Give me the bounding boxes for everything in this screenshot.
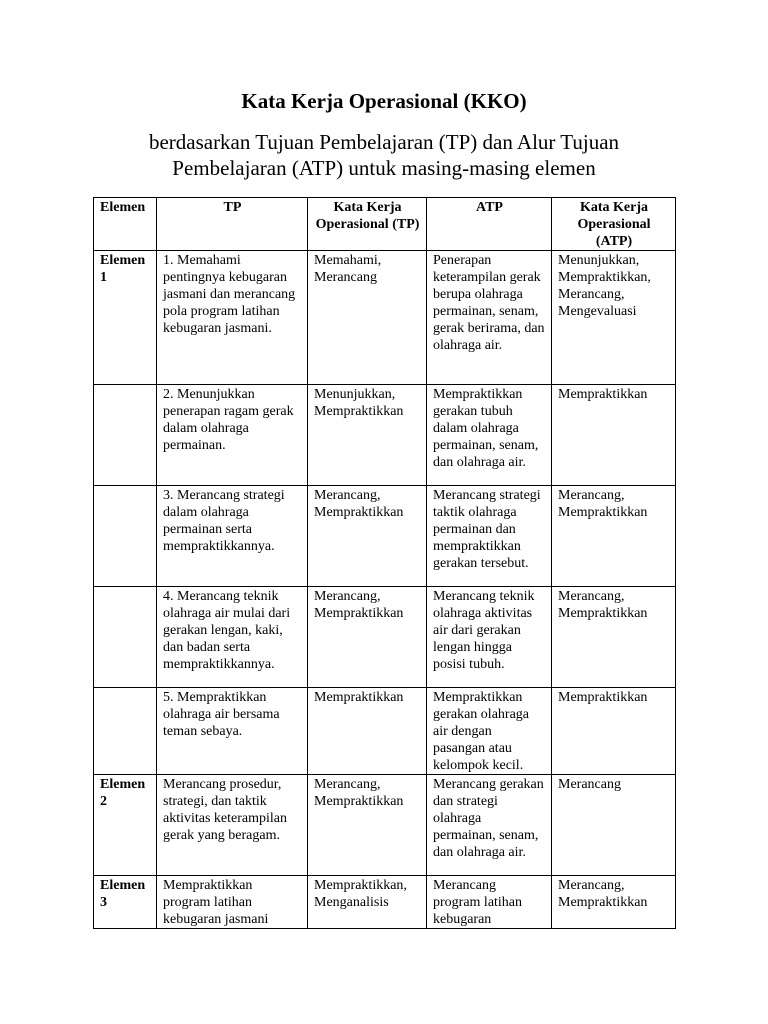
cell-tp: 5. Mempraktikkan olahraga air bersama teman sebaya. <box>157 688 308 775</box>
table-row <box>94 251 676 385</box>
cell-atp: Mempraktikkan gerakan olahraga air dengan pasangan atau kelompok kecil. <box>427 688 552 775</box>
cell-elemen: Elemen 3 <box>94 876 157 929</box>
cell-atp: Penerapan keterampilan gerak berupa olahraga permainan, senam, gerak berirama, dan olahraga air. <box>427 251 552 385</box>
cell-elemen <box>94 486 157 587</box>
cell-kko-tp: Merancang, Mempraktikkan <box>308 486 427 587</box>
subtitle-line-1: berdasarkan Tujuan Pembelajaran (TP) dan Alur Tujuan <box>148 130 620 154</box>
header-elemen: Elemen <box>94 198 157 251</box>
cell-elemen <box>94 688 157 775</box>
cell-kko-atp: Menunjukkan, Mempraktikkan, Merancang, Mengevaluasi <box>552 251 676 385</box>
kko-table <box>93 197 676 929</box>
header-tp: TP <box>157 198 308 251</box>
header-kko-atp: Kata Kerja Operasional (ATP) <box>552 198 676 251</box>
cell-tp: 3. Merancang strategi dalam olahraga permainan serta mempraktikkannya. <box>157 486 308 587</box>
cell-atp: Merancang gerakan dan strategi olahraga permainan, senam, dan olahraga air. <box>427 775 552 876</box>
cell-atp: Mempraktikkan gerakan tubuh dalam olahraga permainan, senam, dan olahraga air. <box>427 385 552 486</box>
cell-kko-atp: Merancang <box>552 775 676 876</box>
cell-tp: Mempraktikkan program latihan kebugaran jasmani <box>157 876 308 929</box>
table-row <box>94 775 676 876</box>
cell-elemen: Elemen 2 <box>94 775 157 876</box>
cell-elemen <box>94 587 157 688</box>
cell-kko-tp: Mempraktikkan <box>308 688 427 775</box>
table-row <box>94 688 676 775</box>
cell-kko-tp: Mempraktikkan, Menganalisis <box>308 876 427 929</box>
cell-kko-atp: Mempraktikkan <box>552 688 676 775</box>
cell-kko-atp: Merancang, Mempraktikkan <box>552 486 676 587</box>
cell-elemen: Elemen 1 <box>94 251 157 385</box>
table-header-row <box>94 198 676 251</box>
cell-kko-atp: Mempraktikkan <box>552 385 676 486</box>
subtitle-line-2: Pembelajaran (ATP) untuk masing-masing elemen <box>172 156 596 180</box>
cell-kko-tp: Menunjukkan, Mempraktikkan <box>308 385 427 486</box>
cell-tp: 2. Menunjukkan penerapan ragam gerak dalam olahraga permainan. <box>157 385 308 486</box>
cell-tp: Merancang prosedur, strategi, dan taktik aktivitas keterampilan gerak yang beragam. <box>157 775 308 876</box>
header-kko-tp: Kata Kerja Operasional (TP) <box>308 198 427 251</box>
document-title: Kata Kerja Operasional (KKO) <box>241 89 527 113</box>
cell-atp: Merancang strategi taktik olahraga permainan dan mempraktikkan gerakan tersebut. <box>427 486 552 587</box>
cell-kko-tp: Memahami, Merancang <box>308 251 427 385</box>
table-row <box>94 876 676 929</box>
cell-tp: 1. Memahami pentingnya kebugaran jasmani dan merancang pola program latihan kebugaran jasmani. <box>157 251 308 385</box>
cell-atp: Merancang program latihan kebugaran <box>427 876 552 929</box>
header-atp: ATP <box>427 198 552 251</box>
cell-tp: 4. Merancang teknik olahraga air mulai dari gerakan lengan, kaki, dan badan serta mempraktikkannya. <box>157 587 308 688</box>
cell-kko-atp: Merancang, Mempraktikkan <box>552 876 676 929</box>
cell-kko-tp: Merancang, Mempraktikkan <box>308 775 427 876</box>
document-subtitle <box>100 129 668 181</box>
cell-kko-atp: Merancang, Mempraktikkan <box>552 587 676 688</box>
cell-atp: Merancang teknik olahraga aktivitas air dari gerakan lengan hingga posisi tubuh. <box>427 587 552 688</box>
table-row <box>94 486 676 587</box>
table-row <box>94 587 676 688</box>
cell-elemen <box>94 385 157 486</box>
table-row <box>94 385 676 486</box>
cell-kko-tp: Merancang, Mempraktikkan <box>308 587 427 688</box>
